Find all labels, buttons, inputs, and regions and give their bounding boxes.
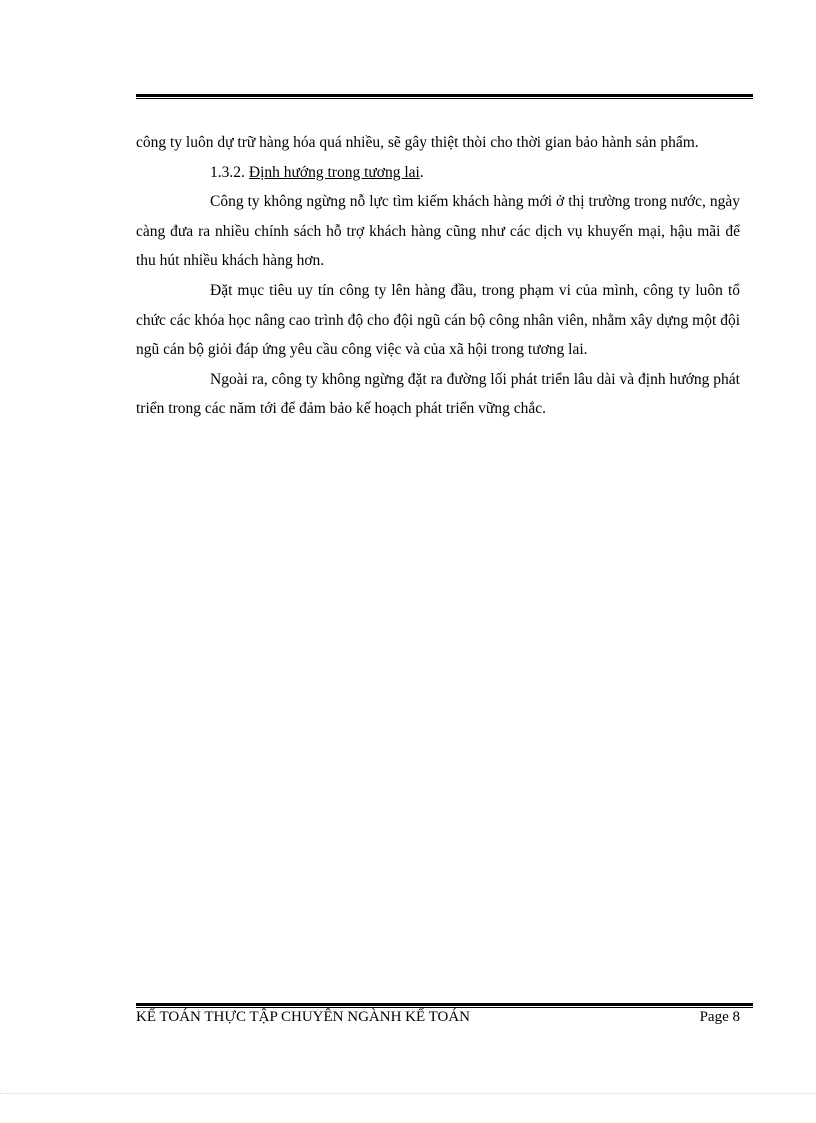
page-footer (136, 1006, 740, 1028)
page-number: Page 8 (699, 1009, 740, 1025)
paragraph: công ty luôn dự trữ hàng hóa quá nhiều, sẽ gây thiệt thòi cho thời gian bảo hành sản phẩm. (136, 134, 699, 151)
header-rule (136, 94, 753, 99)
section-heading: 1.3.2. Định hướng trong tương lai. (210, 163, 424, 181)
footer-title: KẾ TOÁN THỰC TẬP CHUYÊN NGÀNH KẾ TOÁN (136, 1009, 471, 1025)
section-number: 1.3.2. (210, 163, 245, 181)
page-edge-divider (0, 1093, 816, 1094)
paragraph: Đặt mục tiêu uy tín công ty lên hàng đầu, trong phạm vi của mình, công ty luôn tổ chức các khóa học nâng cao trình độ cho đội ngũ cán bộ công nhân viên, nhằm xây dựng một đội ngũ cán bộ giỏi đáp ứng yêu cầu công việc và của xã hội trong tương lai. (136, 281, 740, 359)
paragraph: Ngoài ra, công ty không ngừng đặt ra đường lối phát triển lâu dài và định hướng phát triển trong các năm tới để đảm bảo kế hoạch phát triển vững chắc. (136, 370, 740, 418)
body-text (136, 128, 740, 424)
section-title: Định hướng trong tương lai (248, 163, 420, 181)
paragraph: Công ty không ngừng nỗ lực tìm kiếm khách hàng mới ở thị trường trong nước, ngày càng đưa ra nhiều chính sách hỗ trợ khách hàng cũng như các dịch vụ khuyến mại, hậu mãi để thu hút nhiều khách hàng hơn. (136, 193, 740, 270)
